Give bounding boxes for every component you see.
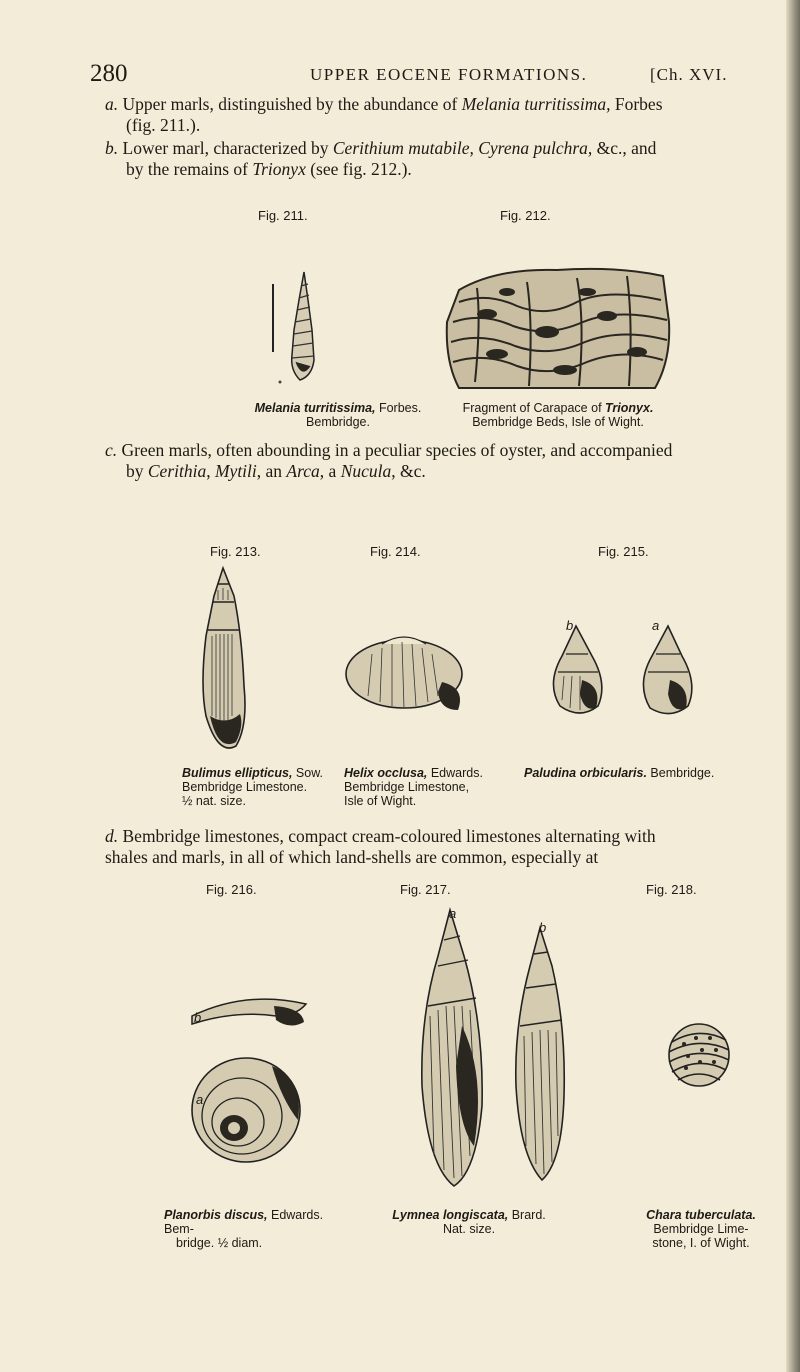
paragraph-text: ,	[206, 461, 215, 481]
species-name: Helix occlusa,	[344, 766, 428, 780]
caption-text: Bem-	[164, 1222, 194, 1236]
paragraph-text: Forbes	[610, 94, 663, 114]
paragraph-label: b.	[105, 138, 119, 158]
paragraph-label: c.	[105, 440, 118, 460]
paragraph-c	[105, 440, 765, 482]
species-name: Bulimus ellipticus,	[182, 766, 293, 780]
melania-shell-illustration	[272, 270, 322, 390]
helix-shell-illustration	[342, 626, 472, 716]
paragraph-text: Upper marls, distinguished by the abundance of	[122, 94, 462, 114]
caption-fig-214	[344, 766, 504, 808]
page-edge-shadow	[786, 0, 800, 1372]
caption-text: Bembridge Beds, Isle of Wight.	[472, 415, 644, 429]
caption-fig-218	[636, 1208, 766, 1250]
caption-fig-212	[438, 401, 678, 429]
paragraph-text: by	[126, 461, 148, 481]
species-name: Melania turritissima,	[461, 94, 611, 114]
species-name: Lymnea longiscata,	[392, 1208, 509, 1222]
chapter-reference: [Ch. XVI.	[650, 65, 728, 84]
paludina-shells-illustration	[536, 620, 716, 720]
figure-label-212: Fig. 212.	[500, 208, 551, 223]
paragraph-text: &c., and	[592, 138, 657, 158]
paragraph-text: shales and marls, in all of which land-shells are common, especially at	[105, 847, 599, 867]
paragraph-label: d.	[105, 826, 119, 846]
page-number: 280	[90, 60, 128, 87]
figure-label-213: Fig. 213.	[210, 544, 261, 559]
bulimus-shell-illustration	[196, 566, 250, 758]
species-name: Paludina orbicularis.	[524, 766, 647, 780]
fig-215-mark-a: a	[652, 618, 660, 633]
fig-215-mark-b: b	[566, 618, 574, 633]
trionyx-carapace-illustration	[437, 262, 674, 392]
caption-text: Fragment of Carapace of	[462, 401, 606, 415]
caption-text: bridge. ½ diam.	[176, 1236, 263, 1250]
paragraph-text: , &c.	[391, 461, 426, 481]
caption-text: Isle of Wight.	[344, 794, 417, 808]
paragraph-text: (see fig. 212.).	[305, 159, 412, 179]
caption-text: Sow.	[292, 766, 324, 780]
caption-text: Brard.	[508, 1208, 546, 1222]
page-header	[90, 60, 770, 90]
species-name: Trionyx.	[605, 401, 654, 415]
species-name: Planorbis discus,	[164, 1208, 268, 1222]
lymnea-shells-illustration	[364, 906, 594, 1196]
paragraph-b	[105, 138, 765, 180]
caption-text: Bembridge Lime-	[653, 1222, 749, 1236]
caption-text: ½ nat. size.	[182, 794, 246, 808]
paragraph-text: (fig. 211.).	[126, 115, 201, 135]
paragraph-text: , an	[256, 461, 287, 481]
species-name: Chara tuberculata.	[646, 1208, 756, 1222]
species-name: Trionyx	[252, 159, 306, 179]
running-head: UPPER EOCENE FORMATIONS.	[310, 65, 588, 84]
caption-text: Bembridge.	[646, 766, 715, 780]
species-name: Melania turritissima,	[254, 401, 376, 415]
genus-name: Mytili	[214, 461, 257, 481]
genus-name: Arca	[286, 461, 320, 481]
figure-label-215: Fig. 215.	[598, 544, 649, 559]
caption-text: stone, I. of Wight.	[652, 1236, 750, 1250]
paragraph-text: , a	[319, 461, 341, 481]
paragraph-text: Lower marl, characterized by	[122, 138, 333, 158]
paragraph-a	[105, 94, 765, 136]
figure-label-214: Fig. 214.	[370, 544, 421, 559]
figure-label-217: Fig. 217.	[400, 882, 451, 897]
figure-label-218: Fig. 218.	[646, 882, 697, 897]
caption-fig-211	[248, 401, 428, 429]
chara-seed-illustration	[664, 1020, 734, 1090]
fig-217-mark-b: b	[539, 920, 547, 935]
caption-text: Nat. size.	[442, 1222, 496, 1236]
planorbis-shells-illustration	[186, 970, 316, 1170]
caption-text: Forbes.	[375, 401, 422, 415]
fig-217-mark-a: a	[449, 906, 457, 921]
caption-fig-215	[524, 766, 774, 780]
genus-name: Nucula	[340, 461, 392, 481]
fig-216-mark-b: b	[194, 1010, 202, 1025]
caption-text: Edwards.	[267, 1208, 324, 1222]
caption-text: Bembridge Limestone.	[182, 780, 308, 794]
paragraph-text: Bembridge limestones, compact cream-coloured limestones alternating with	[122, 826, 656, 846]
fig-216-mark-a: a	[196, 1092, 204, 1107]
paragraph-text: by the remains of	[126, 159, 253, 179]
species-name: Cerithium mutabile, Cyrena pulchra,	[332, 138, 593, 158]
figure-label-211: Fig. 211.	[258, 208, 308, 223]
caption-text: Edwards.	[427, 766, 483, 780]
caption-text: Bembridge.	[306, 415, 370, 429]
paragraph-label: a.	[105, 94, 119, 114]
genus-name: Cerithia	[147, 461, 207, 481]
caption-fig-216	[164, 1208, 334, 1250]
paragraph-text: Green marls, often abounding in a peculiar species of oyster, and accompanied	[121, 440, 673, 460]
caption-fig-213	[182, 766, 332, 808]
paragraph-d	[105, 826, 765, 868]
caption-fig-217	[384, 1208, 554, 1236]
figure-label-216: Fig. 216.	[206, 882, 257, 897]
caption-text: Bembridge Limestone,	[344, 780, 470, 794]
